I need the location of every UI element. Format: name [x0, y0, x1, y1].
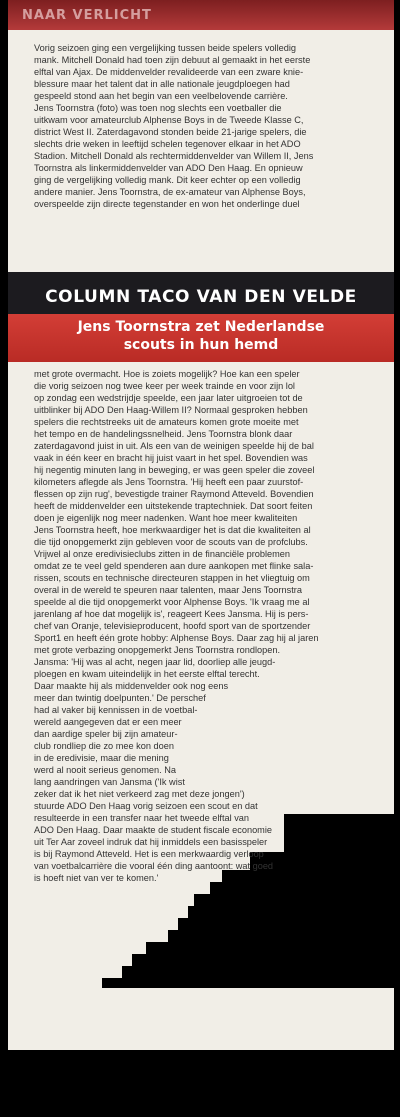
body-line: ADO Den Haag. Daar maakte de student fiscale economie	[34, 825, 272, 835]
body-paragraph	[34, 368, 374, 884]
intro-line: Jens Toornstra (foto) was toen nog slechts een voetballer die	[34, 103, 282, 113]
body-line: rissen, scouts en technische directeuren stappen in het vliegtuig om	[34, 573, 310, 583]
body-line: Jansma: 'Hij was al acht, negen jaar lid, doorliep alle jeugd-	[34, 657, 276, 667]
body-line: Vrijwel al onze eredivisieclubs zitten in de financiële problemen	[34, 549, 291, 559]
body-line: Jens Toornstra heeft, hoe merkwaardiger het is dat die kwaliteiten al	[34, 525, 311, 535]
headline-line-2: scouts in hun hemd	[123, 337, 279, 353]
body-line: zaterdagavond juist in uit. Als een van de weinigen speelde hij de bal	[34, 441, 314, 451]
body-line: Sport1 en heeft één grote hobby: Alphense Boys. Daar zag hij al jaren	[34, 633, 319, 643]
article-headline	[8, 318, 394, 354]
body-line: met grote overmacht. Hoe is zoiets mogelijk? Hoe kan een speler	[34, 369, 300, 379]
intro-line: gespeeld stond aan het begin van een veelbelovende carrière.	[34, 91, 288, 101]
body-line: club rondliep die zo mee kon doen	[34, 741, 174, 751]
body-line: Daar maakte hij als middenvelder ook nog eens	[34, 681, 229, 691]
body-line: werd al nooit serieus genomen. Na	[34, 765, 176, 775]
body-line: kilometers aflegde als Jens Toornstra. 'Hij heeft een paar zuurstof-	[34, 477, 304, 487]
body-line: stuurde ADO Den Haag vorig seizoen een scout en dat	[34, 801, 258, 811]
body-line: dan aardige speler bij zijn amateur-	[34, 729, 178, 739]
body-line: vaak in één keer en bracht hij juist vaart in het spel. Bovendien was	[34, 453, 308, 463]
intro-line: uitkwam voor amateurclub Alphense Boys in de Tweede Klasse C,	[34, 115, 304, 125]
torn-edge	[188, 906, 394, 918]
intro-line: blessure maar het talent dat in alle nationale jeugdploegen had	[34, 79, 290, 89]
body-line: op zondag een wedstrijdje speelde, een jaar later uitgroeien tot de	[34, 393, 303, 403]
intro-line: ging de vergelijking volledig mank. Dit keer echter op een volledig	[34, 175, 301, 185]
intro-line: Stadion. Mitchell Donald als rechtermiddenvelder van Willem II, Jens	[34, 151, 314, 161]
body-line: speelde al die tijd onopgemerkt voor Alphense Boys. 'Ik vraag me al	[34, 597, 310, 607]
body-line: wereld aangegeven dat er een meer	[34, 717, 182, 727]
body-line: doen je eigenlijk nog meer nadenken. Want hoe meer kwaliteiten	[34, 513, 298, 523]
body-line: die tijd onopgemerkt zijn gebleven voor de scouts van de profclubs.	[34, 537, 308, 547]
body-line: in de eredivisie, maar die mening	[34, 753, 169, 763]
body-line: heeft de middenvelder een uitstekende traptechniek. Dat soort feiten	[34, 501, 313, 511]
body-line: met grote verbazing onopgemerkt Jens Toornstra rondlopen.	[34, 645, 280, 655]
torn-edge	[102, 978, 394, 988]
body-line: lang aandringen van Jansma ('Ik wist	[34, 777, 185, 787]
body-line: overal in de wereld te speuren naar talenten, maar Jens Toornstra	[34, 585, 302, 595]
body-line: het tempo en de handelingssnelheid. Jens Toornstra blonk daar	[34, 429, 293, 439]
body-line: ploegen en kwam uiteindelijk in het eerste elftal terecht.	[34, 669, 260, 679]
body-line: spelers die rechtstreeks uit de amateurs komen grote moeite met	[34, 417, 299, 427]
intro-line: overspeelde zijn directe tegenstander en won het onderlinge duel	[34, 199, 300, 209]
torn-edge	[146, 942, 394, 954]
torn-edge	[178, 918, 394, 930]
intro-line: andere manier. Jens Toornstra, de ex-amateur van Alphense Boys,	[34, 187, 306, 197]
intro-line: district West II. Zaterdagavond stonden beide 21-jarige spelers, die	[34, 127, 307, 137]
body-line: jarenlang af hoe dat mogelijk is', reageert Kees Jansma. Hij is pers-	[34, 609, 309, 619]
column-title: COLUMN TACO VAN DEN VELDE	[45, 287, 357, 307]
intro-paragraph	[34, 42, 374, 210]
body-line: van voetbalcarrière die vooral één ding aantoont: wat goed	[34, 861, 274, 871]
headline-line-1: Jens Toornstra zet Nederlandse	[77, 319, 325, 335]
body-line: uitblinker bij ADO Den Haag-Willem II? Normaal gesproken hebben	[34, 405, 308, 415]
torn-edge	[122, 966, 394, 978]
torn-edge	[132, 954, 394, 966]
body-line: resulteerde in een transfer naar het tweede elftal van	[34, 813, 250, 823]
body-line: chef van Oranje, televisieproducent, hoofd sport van de sportzender	[34, 621, 311, 631]
top-band-text: NAAR VERLICHT	[22, 8, 152, 23]
body-line: had al vaker bij kennissen in de voetbal-	[34, 705, 198, 715]
intro-line: Toornstra als linkermiddenvelder van ADO Den Haag. En opnieuw	[34, 163, 303, 173]
body-line: meer dan twintig doelpunten.' De perschef	[34, 693, 206, 703]
torn-edge	[194, 894, 394, 906]
black-footer	[8, 1050, 394, 1117]
body-line: flessen op zijn rug', bevestigde trainer Raymond Atteveld. Bovendien	[34, 489, 314, 499]
body-line: zeker dat ik het niet verkeerd zag met deze jongen')	[34, 789, 245, 799]
body-line: die vorig seizoen nog twee keer per week trainde en voor zijn lol	[34, 381, 295, 391]
intro-line: elftal van Ajax. De middenvelder revalideerde van een zware knie-	[34, 67, 304, 77]
body-line: uit Ter Aar zoveel indruk dat hij inmiddels een basisspeler	[34, 837, 268, 847]
intro-line: Vorig seizoen ging een vergelijking tussen beide spelers volledig	[34, 43, 297, 53]
body-line: omdat ze te veel geld spenderen aan dure aankopen met flinke sala-	[34, 561, 314, 571]
body-line: hij negentig minuten lang in beweging, er was geen speler die zoveel	[34, 465, 315, 475]
torn-edge	[168, 930, 394, 942]
intro-line: mank. Mitchell Donald had toen zijn debuut al gemaakt in het eerste	[34, 55, 311, 65]
intro-line: slechts drie weken in leeftijd schelen tegenover elkaar in het ADO	[34, 139, 301, 149]
body-line: is bij Raymond Atteveld. Het is een merkwaardig verloop	[34, 849, 264, 859]
body-line: is hoeft niet van ver te komen.'	[34, 873, 159, 883]
